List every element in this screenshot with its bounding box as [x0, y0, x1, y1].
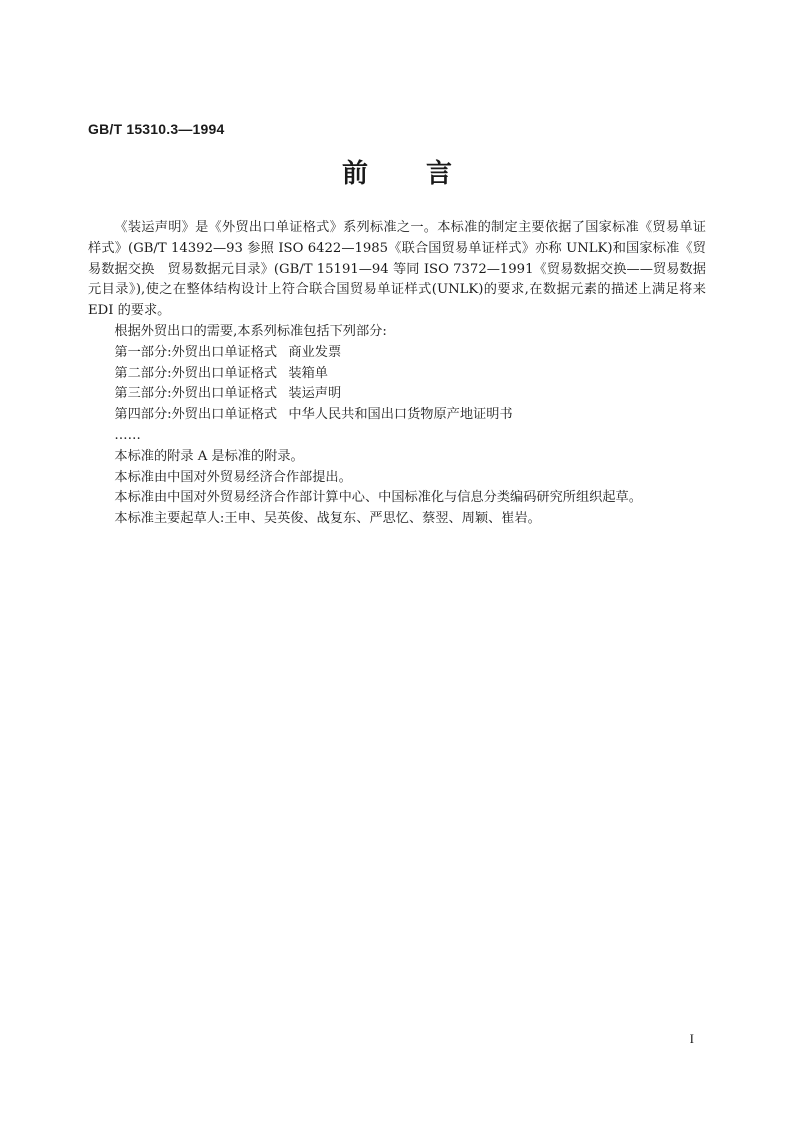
list-item — [88, 343, 706, 364]
list-item — [88, 384, 706, 405]
appendix-note: 本标准的附录 A 是标准的附录。 — [114, 448, 304, 464]
list-item — [88, 405, 706, 426]
part-value: 商业发票 — [288, 344, 342, 360]
standard-code: GB/T 15310.3—1994 — [88, 121, 225, 137]
drafters-note: 本标准主要起草人:王申、吴英俊、战复东、严思忆、蔡翌、周颖、崔岩。 — [114, 511, 541, 527]
part-label: 第三部分:外贸出口单证格式 — [114, 386, 278, 402]
foreword-body — [88, 218, 706, 530]
part-label: 第四部分:外贸出口单证格式 — [114, 407, 278, 423]
drafted-by-note: 本标准由中国对外贸易经济合作部计算中心、中国标准化与信息分类编码研究所组织起草。 — [114, 490, 642, 506]
series-intro-paragraph: 根据外贸出口的需要,本系列标准包括下列部分: — [114, 323, 387, 339]
part-value: 装箱单 — [288, 365, 328, 381]
list-item — [88, 364, 706, 385]
part-value: 装运声明 — [288, 386, 342, 402]
part-label: 第二部分:外贸出口单证格式 — [114, 365, 278, 381]
proposed-by-note: 本标准由中国对外贸易经济合作部提出。 — [114, 469, 352, 485]
part-label: 第一部分:外贸出口单证格式 — [114, 344, 278, 360]
page-number: I — [689, 1031, 694, 1046]
intro-paragraph: 《装运声明》是《外贸出口单证格式》系列标准之一。本标准的制定主要依据了国家标准《贸易单证样式》(GB/T 14392—93 参照 ISO 6422—1985《联合国贸易单证样式》亦称 UNLK)和国家标准《贸易数据交换 贸易数据元目录》(GB/T 15191—94 等同 ISO 7372—1991《贸易数据交换——贸易数据元目录》),使之在整体结构设计上符合联合国贸易单证样式(UNLK)的要求,在数据元素的描述上满足将来EDI 的要求。 — [88, 220, 706, 319]
part-value: 中华人民共和国出口货物原产地证明书 — [288, 407, 513, 423]
ellipsis: …… — [114, 427, 141, 443]
page-title: 前言 — [341, 159, 510, 189]
